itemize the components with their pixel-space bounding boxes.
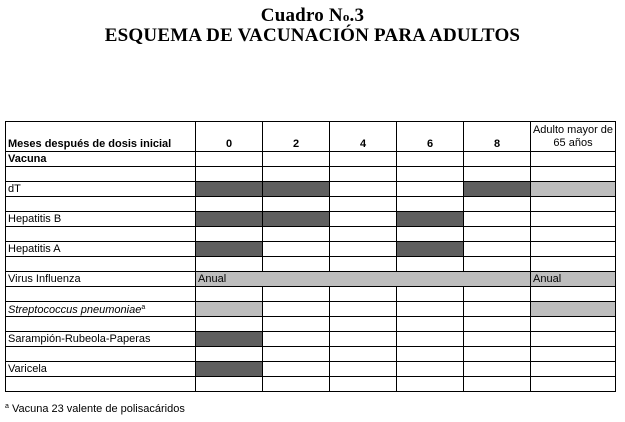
empty-cell [330,302,397,317]
spacer-row [6,257,616,272]
vaccine-row [6,242,616,257]
vaccine-name [6,302,196,317]
column-header: 6 [397,122,464,152]
empty-cell [330,182,397,197]
empty-cell [263,167,330,182]
empty-cell [464,287,531,302]
empty-cell [6,227,196,242]
column-header: 0 [196,122,263,152]
empty-cell [263,362,330,377]
column-header: 4 [330,122,397,152]
empty-cell [464,197,531,212]
empty-cell [397,257,464,272]
empty-cell [531,287,616,302]
dose-cell-dark [196,212,263,227]
vaccine-name [6,362,196,377]
empty-cell [330,152,397,167]
empty-cell [263,377,330,392]
dose-cell-dark [397,242,464,257]
empty-cell [531,332,616,347]
empty-cell [464,227,531,242]
empty-cell [330,377,397,392]
empty-cell [263,317,330,332]
empty-cell [330,347,397,362]
empty-cell [6,167,196,182]
empty-cell [196,197,263,212]
empty-cell [330,287,397,302]
empty-cell [531,242,616,257]
vaccine-name-text: Streptococcus pneumoniae [8,304,142,316]
empty-cell [464,167,531,182]
vaccine-row [6,332,616,347]
dose-cell-dark [263,212,330,227]
empty-cell [196,257,263,272]
empty-cell [330,227,397,242]
vaccine-name [6,332,196,347]
empty-cell [464,377,531,392]
empty-cell [6,287,196,302]
vaccine-name [6,272,196,287]
empty-cell [397,227,464,242]
annual-label: Anual [198,273,227,285]
vaccine-name-text: Hepatitis A [8,243,61,255]
vaccine-row [6,182,616,197]
empty-cell [263,197,330,212]
empty-cell [196,227,263,242]
footnote-marker: a [141,304,146,311]
dose-cell-dark [196,332,263,347]
empty-cell [531,212,616,227]
annual-label-adult: Anual [533,273,562,285]
empty-cell [263,242,330,257]
empty-cell [464,242,531,257]
empty-cell [6,317,196,332]
empty-cell [196,317,263,332]
spacer-row [6,197,616,212]
empty-cell [6,347,196,362]
empty-cell [6,377,196,392]
empty-cell [531,362,616,377]
spacer-row [6,317,616,332]
header-row [6,122,616,152]
empty-cell [397,287,464,302]
spacer-row [6,377,616,392]
empty-cell [464,362,531,377]
empty-cell [531,152,616,167]
spacer-row [6,347,616,362]
table-title-number: Cuadro No.3 [260,5,365,26]
dose-cell-dark [263,182,330,197]
vaccine-name [6,212,196,227]
spacer-row [6,167,616,182]
vaccine-name-text: Sarampión-Rubeola-Paperas [8,333,151,345]
empty-cell [397,197,464,212]
vaccine-name-text: Varicela [8,363,47,375]
column-header: 8 [464,122,531,152]
empty-cell [397,152,464,167]
empty-cell [397,347,464,362]
spacer-row [6,227,616,242]
vacuna-row [6,152,616,167]
empty-cell [531,377,616,392]
dose-cell-dark [196,242,263,257]
empty-cell [263,287,330,302]
empty-cell [531,197,616,212]
vacuna-label: Vacuna [6,152,196,167]
empty-cell [330,332,397,347]
empty-cell [397,317,464,332]
empty-cell [397,332,464,347]
vaccine-row [6,362,616,377]
dose-cell-dark [196,182,263,197]
table-title: ESQUEMA DE VACUNACIÓN PARA ADULTOS [104,25,521,46]
empty-cell [464,212,531,227]
empty-cell [464,317,531,332]
vaccine-name-text: Virus Influenza [8,273,81,285]
empty-cell [531,167,616,182]
empty-cell [397,167,464,182]
column-header: 2 [263,122,330,152]
empty-cell [196,152,263,167]
dose-cell-dark [464,182,531,197]
dose-cell-light [531,182,616,197]
column-header: Adulto mayor de 65 años [531,122,616,152]
empty-cell [196,347,263,362]
empty-cell [464,257,531,272]
spacer-row [6,287,616,302]
dose-cell-light [196,302,263,317]
empty-cell [330,167,397,182]
dose-cell-dark [397,212,464,227]
empty-cell [464,302,531,317]
empty-cell [330,317,397,332]
vaccine-row [6,302,616,317]
empty-cell [263,302,330,317]
header-label: Meses después de dosis inicial [6,122,196,152]
empty-cell [330,257,397,272]
empty-cell [263,332,330,347]
empty-cell [196,287,263,302]
empty-cell [330,212,397,227]
vaccine-name [6,242,196,257]
vaccination-schedule-table [5,121,616,392]
empty-cell [531,317,616,332]
empty-cell [397,302,464,317]
empty-cell [464,347,531,362]
empty-cell [263,257,330,272]
empty-cell [464,332,531,347]
vaccine-row [6,212,616,227]
empty-cell [531,257,616,272]
empty-cell [397,377,464,392]
annual-bar [196,272,531,287]
dose-cell-dark [196,362,263,377]
footnote: $^a$ Vacuna 23 valente de polisacáridos [5,403,185,415]
vaccine-name [6,182,196,197]
empty-cell [531,227,616,242]
empty-cell [196,167,263,182]
empty-cell [330,362,397,377]
empty-cell [263,227,330,242]
empty-cell [330,242,397,257]
empty-cell [397,362,464,377]
empty-cell [263,152,330,167]
empty-cell [330,197,397,212]
empty-cell [196,377,263,392]
empty-cell [6,197,196,212]
annual-bar-adult [531,272,616,287]
empty-cell [6,257,196,272]
dose-cell-light [531,302,616,317]
vaccine-row [6,272,616,287]
empty-cell [397,182,464,197]
vaccine-name-text: dT [8,183,21,195]
vaccine-name-text: Hepatitis B [8,213,62,225]
empty-cell [263,347,330,362]
empty-cell [464,152,531,167]
empty-cell [531,347,616,362]
